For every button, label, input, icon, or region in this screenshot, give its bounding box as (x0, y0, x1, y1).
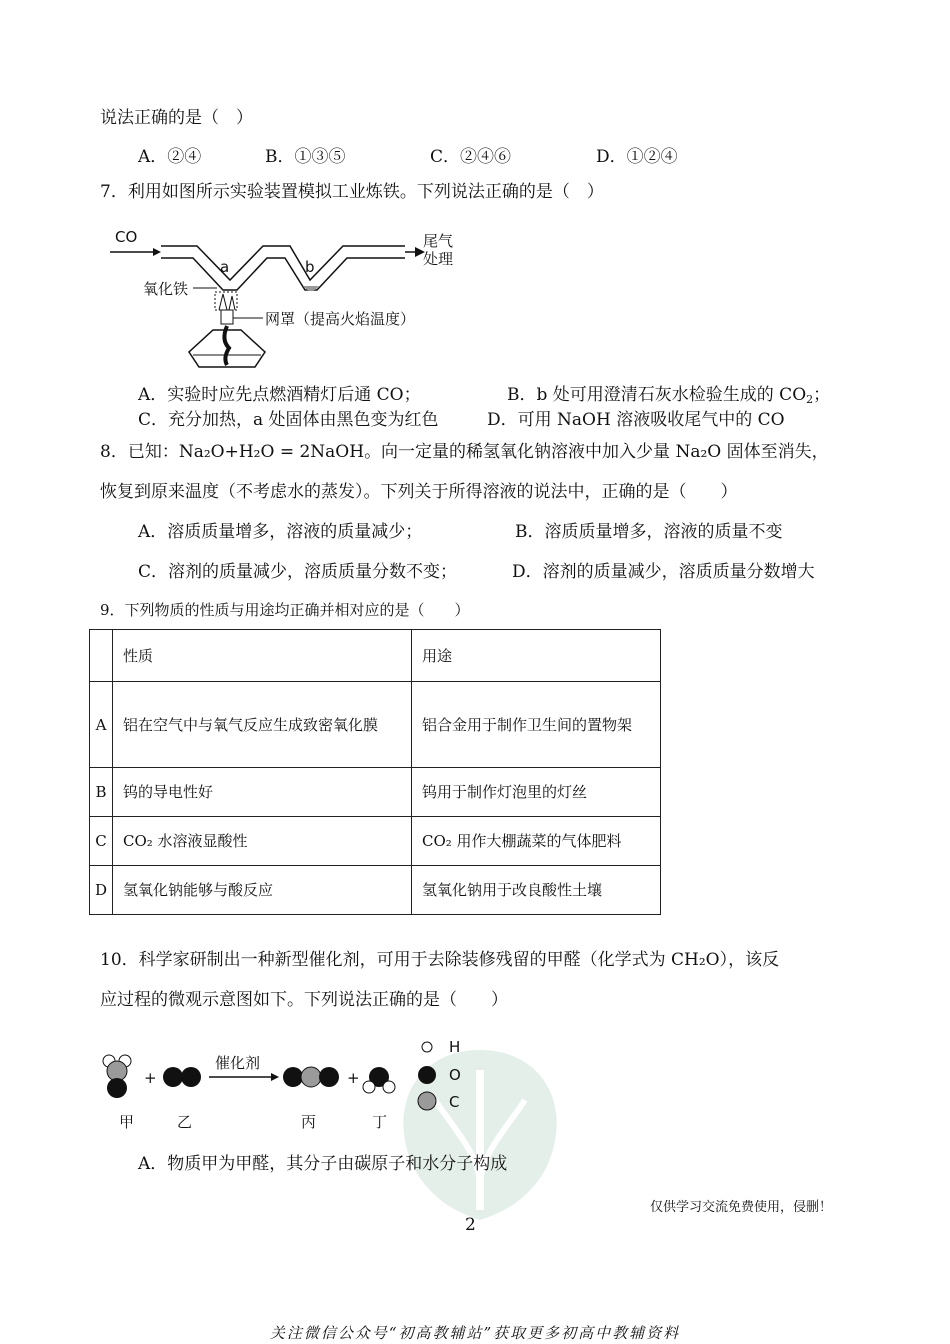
table-header-property: 性质 (113, 630, 412, 682)
page-number: 2 (465, 1215, 476, 1235)
copyright-note: 仅供学习交流免费使用，侵删！ (650, 1200, 833, 1215)
q7-option-b: B．b 处可用澄清石灰水检验生成的 $CO_2$； (507, 385, 831, 406)
table-row: B 钨的导电性好 钨用于制作灯泡里的灯丝 (90, 768, 661, 817)
q9-stem: 9．下列物质的性质与用途均正确并相对应的是（ ） (100, 601, 470, 619)
table-header-use: 用途 (412, 630, 661, 682)
q7-option-a: A．实验时应先点燃酒精灯后通 CO； (138, 385, 421, 405)
molecule-name-ding: 丁 (372, 1113, 388, 1131)
fig-label-b: b (305, 258, 315, 276)
fig-label-co: CO (115, 228, 138, 246)
q10-stem-line2: 应过程的微观示意图如下。下列说法正确的是（ ） (100, 990, 508, 1010)
fig-label-tail-gas-1: 尾气 (423, 232, 454, 250)
q8-option-d: D．溶剂的质量减少，溶质质量分数增大 (512, 562, 815, 582)
table-row: C CO₂ 水溶液显酸性 CO₂ 用作大棚蔬菜的气体肥料 (90, 817, 661, 866)
q10-stem-line1: 10．科学家研制出一种新型催化剂，可用于去除装修残留的甲醛（化学式为 CH₂O），该反 (100, 950, 780, 970)
svg-text:+: + (144, 1069, 157, 1087)
q8-option-b: B．溶质质量增多，溶液的质量不变 (515, 522, 783, 542)
q6-option-d: D．①②④ (596, 147, 678, 167)
reaction-micro-diagram (95, 1035, 485, 1135)
q8-equation: Na₂O+H₂O = 2NaOH (178, 442, 365, 462)
table-header-label (90, 630, 113, 682)
fig-label-tail-gas-2: 处理 (423, 250, 454, 268)
fig-label-a: a (220, 258, 230, 276)
q6-option-c: C．②④⑥ (430, 147, 512, 167)
catalyst-label: 催化剂 (215, 1054, 261, 1072)
q7-stem: 7．利用如图所示实验装置模拟工业炼铁。下列说法正确的是（ ） (100, 182, 604, 202)
q6-option-b: B．①③⑤ (265, 147, 346, 167)
fig-label-gauze: 网罩（提高火焰温度） (265, 310, 416, 328)
q8-option-c: C．溶剂的质量减少，溶质质量分数不变； (138, 562, 458, 582)
iron-smelting-apparatus-diagram (105, 222, 475, 372)
footer-promo: 关注微信公众号“初高教辅站”获取更多初高中教辅资料 (269, 1324, 681, 1342)
q9-table (89, 629, 661, 915)
q8-option-a: A．溶质质量增多，溶液的质量减少； (138, 522, 423, 542)
q7-option-d: D．可用 NaOH 溶液吸收尾气中的 CO (487, 410, 785, 430)
q6-stem-tail: 说法正确的是（ ） (100, 108, 253, 128)
q6-option-a: A．②④ (138, 147, 202, 167)
molecule-name-bing: 丙 (301, 1113, 317, 1131)
legend-h: H (449, 1038, 461, 1056)
table-row: D 氢氧化钠能够与酸反应 氢氧化钠用于改良酸性土壤 (90, 866, 661, 915)
q7-option-c: C．充分加热，a 处固体由黑色变为红色 (138, 410, 439, 430)
molecule-name-jia: 甲 (119, 1113, 135, 1131)
legend-c: C (449, 1093, 460, 1111)
q8-stem-line2: 恢复到原来温度（不考虑水的蒸发）。下列关于所得溶液的说法中，正确的是（ ） (100, 482, 738, 502)
q10-option-a: A．物质甲为甲醛，其分子由碳原子和水分子构成 (138, 1154, 508, 1174)
table-row: A 铝在空气中与氧气反应生成致密氧化膜 铝合金用于制作卫生间的置物架 (90, 682, 661, 768)
molecule-name-yi: 乙 (177, 1113, 193, 1131)
svg-text:+: + (347, 1069, 360, 1087)
fig-label-iron-oxide: 氧化铁 (143, 280, 189, 298)
legend-o: O (449, 1066, 461, 1084)
table-header-row (90, 630, 661, 682)
q8-stem-line1: 8．已知：Na₂O+H₂O = 2NaOH。向一定量的稀氢氧化钠溶液中加入少量 Na₂O 固体至消失， (100, 442, 829, 462)
